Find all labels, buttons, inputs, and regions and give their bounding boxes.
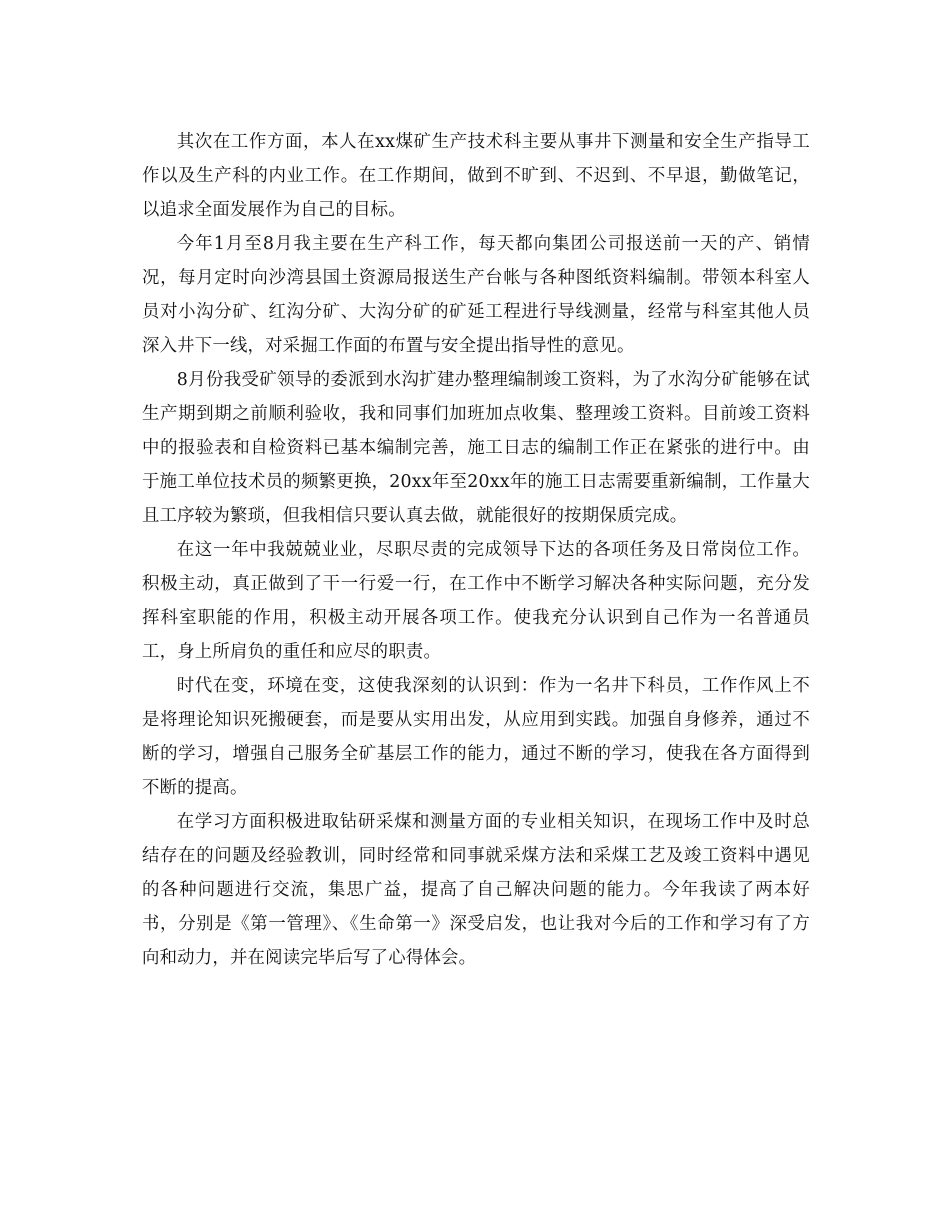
paragraph-production-work: 今年1月至8月我主要在生产科工作，每天都向集团公司报送前一天的产、销情况，每月定时向沙湾县国土资源局报送生产台帐与各种图纸资料编制。带领本科室人员对小沟分矿、红沟分矿、大沟分矿的矿延工程进行导线测量，经常与科室其他人员深入井下一线，对采掘工作面的布置与安全提出指导性的意见。 — [142, 234, 810, 356]
paragraph-completion-documents: 8月份我受矿领导的委派到水沟扩建办整理编制竣工资料，为了水沟分矿能够在试生产期到期之前顺利验收，我和同事们加班加点收集、整理竣工资料。目前竣工资料中的报验表和自检资料已基本编制完善，施工日志的编制工作正在紧张的进行中。由于施工单位技术员的频繁更换，20xx年至20xx年的施工日志需要重新编制，工作量大且工序较为繁琐，但我相信只要认真去做，就能很好的按期保质完成。 — [142, 370, 810, 526]
paragraph-work-overview: 其次在工作方面，本人在xx煤矿生产技术科主要从事井下测量和安全生产指导工作以及生产科的内业工作。在工作期间，做到不旷到、不迟到、不早退，勤做笔记，以追求全面发展作为自己的目标。 — [142, 132, 810, 220]
paragraph-awareness: 时代在变，环境在变，这使我深刻的认识到：作为一名井下科员，工作作风上不是将理论知识死搬硬套，而是要从实用出发，从应用到实践。加强自身修养，通过不断的学习，增强自己服务全矿基层工作的能力，通过不断的学习，使我在各方面得到不断的提高。 — [142, 676, 810, 798]
paragraph-diligence: 在这一年中我兢兢业业，尽职尽责的完成领导下达的各项任务及日常岗位工作。积极主动，真正做到了干一行爱一行，在工作中不断学习解决各种实际问题，充分发挥科室职能的作用，积极主动开展各项工作。使我充分认识到自己作为一名普通员工，身上所肩负的重任和应尽的职责。 — [142, 540, 810, 662]
document-body — [142, 125, 810, 975]
paragraph-study: 在学习方面积极进取钻研采煤和测量方面的专业相关知识，在现场工作中及时总结存在的问题及经验教训，同时经常和同事就采煤方法和采煤工艺及竣工资料中遇见的各种问题进行交流，集思广益，提高了自己解决问题的能力。今年我读了两本好书，分别是《第一管理》、《生命第一》深受启发，也让我对今后的工作和学习有了方向和动力，并在阅读完毕后写了心得体会。 — [142, 812, 810, 968]
